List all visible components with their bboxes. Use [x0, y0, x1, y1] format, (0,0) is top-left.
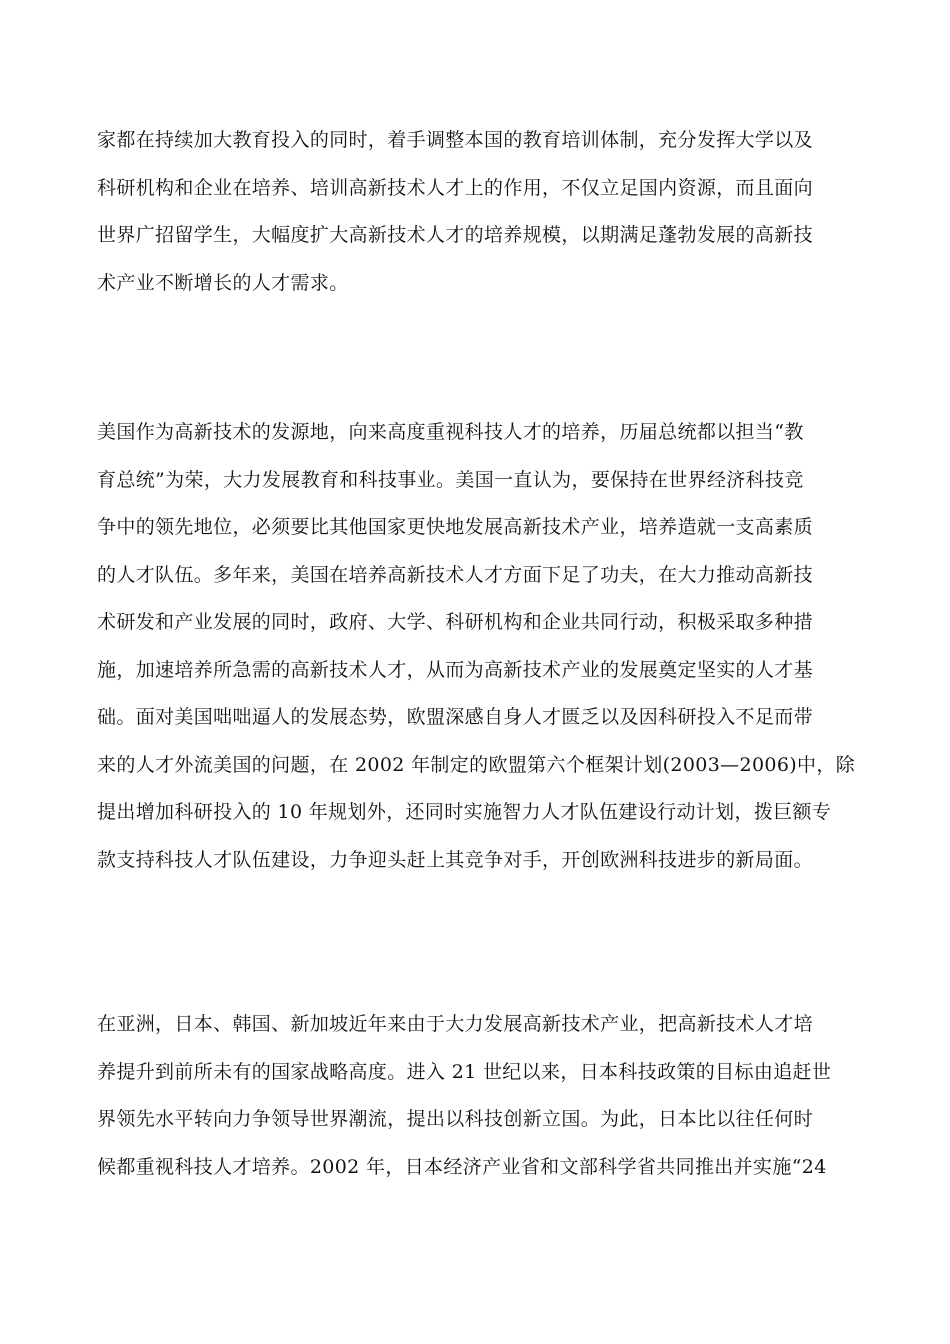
text-line: 础。面对美国咄咄逼人的发展态势，欧盟深感自身人才匮乏以及因科研投入不足而带	[97, 706, 813, 728]
text-line: 提出增加科研投入的 10 年规划外，还同时实施智力人才队伍建设行动计划，拨巨额专	[97, 801, 832, 823]
text-line: 科研机构和企业在培养、培训高新技术人才上的作用，不仅立足国内资源，而且面向	[97, 176, 813, 199]
paragraph-usa-eu	[97, 409, 867, 884]
text-line: 家都在持续加大教育投入的同时，着手调整本国的教育培训体制，充分发挥大学以及	[97, 129, 813, 151]
text-line: 养提升到前所未有的国家战略高度。进入 21 世纪以来，日本科技政策的目标由追赶世	[97, 1060, 832, 1083]
text-line: 世界广招留学生，大幅度扩大高新技术人才的培养规模，以期满足蓬勃发展的高新技	[97, 224, 813, 246]
text-line: 争中的领先地位，必须要比其他国家更快地发展高新技术产业，培养造就一支高素质	[97, 516, 813, 538]
text-line: 候都重视科技人才培养。2002 年，日本经济产业省和文部科学省共同推出并实施“24	[97, 1155, 827, 1178]
text-line: 术研发和产业发展的同时，政府、大学、科研机构和企业共同行动，积极采取多种措	[97, 611, 813, 633]
text-line: 美国作为高新技术的发源地，向来高度重视科技人才的培养，历届总统都以担当“教	[97, 421, 804, 443]
text-line: 界领先水平转向力争领导世界潮流，提出以科技创新立国。为此，日本比以往任何时	[97, 1108, 813, 1130]
text-line: 的人才队伍。多年来，美国在培养高新技术人才方面下足了功夫，在大力推动高新技	[97, 563, 813, 586]
text-line: 育总统”为荣，大力发展教育和科技事业。美国一直认为，要保持在世界经济科技竞	[97, 468, 804, 491]
text-line: 在亚洲，日本、韩国、新加坡近年来由于大力发展高新技术产业，把高新技术人才培	[97, 1013, 813, 1035]
text-line: 术产业不断增长的人才需求。	[97, 271, 349, 294]
text-line: 施，加速培养所急需的高新技术人才，从而为高新技术产业的发展奠定坚实的人才基	[97, 658, 813, 681]
paragraph-asia	[97, 1001, 867, 1191]
paragraph-talent-cultivation	[97, 117, 867, 307]
text-line: 款支持科技人才队伍建设，力争迎头赶上其竞争对手，开创欧洲科技进步的新局面。	[97, 848, 813, 871]
text-line: 来的人才外流美国的问题，在 2002 年制定的欧盟第六个框架计划(2003—2006)中，除	[97, 753, 856, 776]
